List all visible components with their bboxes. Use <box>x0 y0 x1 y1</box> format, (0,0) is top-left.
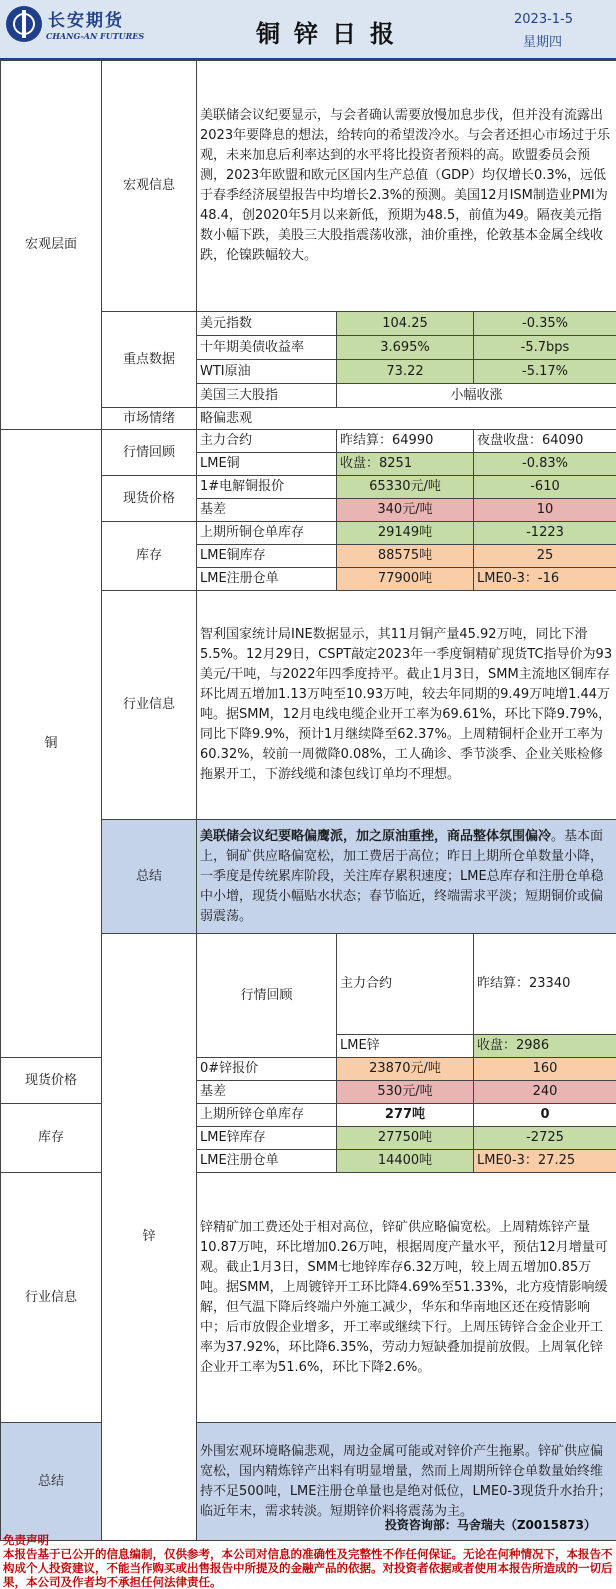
copper-industry-text: 智利国家统计局INE数据显示，其11月铜产量45.92万吨，同比下滑5.5%。12月29日，CSPT敲定2023年一季度铜精矿现货TC指导价为93美元/干吨，与2022年四季度持平。截止1月3日，SMM主流地区铜库存环比周五增加1.13万吨至10.93万吨，较去年同期的9.49万吨增1.44万吨。据SMM，12月电线电缆企业开工率为69.61%，环比下降9.79%，同比下降9.9%，预计1月继续降至62.37%。上周精铜杆企业开工率为60.32%，较前一周微降0.08%，工人确诊、季节淡季、企业关账检修拖累开工，下游线缆和漆包线订单均不理想。 <box>197 591 616 820</box>
brand-name-cn: 长安期货 <box>48 6 124 31</box>
brand-name-en: CHANG-AN FUTURES <box>46 31 144 41</box>
sentiment-value: 略偏悲观 <box>197 408 616 430</box>
company-logo-icon <box>6 6 42 42</box>
copper-spot-name: 1#电解铜报价 <box>197 476 337 499</box>
zinc-industry-text: 锌精矿加工费还处于相对高位，锌矿供应略偏宽松。上周精炼锌产量10.87万吨，环比增加0.26万吨，根据周度产量水平，预估12月增量可观。截止1月3日，SMM七地锌库存6.32万吨，较上周五增加0.85万吨。据SMM，上周镀锌开工环比降4.69%至51.33%，北方疫情影响缓解，但气温下降后终端户外施工减少，华东和华南地区还在疫情影响中；后市放假企业增多，开工率或继续下行。上周压铸锌合金企业开工率为37.92%，环比降6.35%，劳动力短缺叠加提前放假。上周氧化锌企业开工率为51.6%，环比下降2.6%。 <box>197 1173 616 1423</box>
report-table <box>0 60 616 1541</box>
zinc-lme-stock-change: -2725 <box>474 1127 616 1150</box>
section-zinc: 锌 <box>102 934 197 1541</box>
zinc-stock-label: 库存 <box>1 1104 102 1173</box>
copper-review-label: 行情回顾 <box>102 430 197 476</box>
copper-lme-close: 收盘：8251 <box>337 453 474 476</box>
disclaimer <box>3 1533 613 1589</box>
copper-shfe-stock-change: -1223 <box>474 522 616 545</box>
zinc-spot-value: 23870元/吨 <box>337 1058 474 1081</box>
key-data-name: 十年期美债收益率 <box>197 336 337 360</box>
copper-lme-stock-name: LME铜库存 <box>197 545 337 568</box>
copper-stock-label: 库存 <box>102 522 197 591</box>
copper-lme-reg-value: 77900吨 <box>337 568 474 591</box>
copper-spot-change: -610 <box>474 476 616 499</box>
zinc-main-contract: 主力合约 <box>337 934 474 1035</box>
zinc-basis-value: 530元/吨 <box>337 1081 474 1104</box>
copper-lme-spread: LME0-3：-16 <box>474 568 616 591</box>
zinc-lme-stock-value: 27750吨 <box>337 1127 474 1150</box>
report-header <box>0 0 616 60</box>
key-data-value: 3.695% <box>337 336 474 360</box>
copper-summary-label: 总结 <box>102 820 197 934</box>
zinc-lme-close: 收盘：2986 <box>474 1035 616 1058</box>
consultant-credit: 投资咨询部：马舍瑞夫（Z0015873） <box>385 1516 596 1533</box>
copper-summary <box>197 820 616 934</box>
section-copper: 铜 <box>1 430 102 1058</box>
zinc-summary-text: 外围宏观环境略偏悲观，周边金属可能或对锌价产生拖累。锌矿供应偏宽松，国内精炼锌产出料有明显增量，然而上周期所锌仓单数量始终维持不足500吨，LME注册仓单量也是绝对低位，LME0-3现货升水抬升；临近年末，需求转淡。短期锌价料将震荡为主。 <box>197 1423 616 1541</box>
zinc-lme-name: LME锌 <box>337 1035 474 1058</box>
copper-spot-label: 现货价格 <box>102 476 197 522</box>
zinc-spot-change: 160 <box>474 1058 616 1081</box>
key-data-name: 美元指数 <box>197 312 337 336</box>
key-data-name: WTI原油 <box>197 360 337 384</box>
stocks-name: 美国三大股指 <box>197 384 337 408</box>
zinc-basis-change: 240 <box>474 1081 616 1104</box>
key-data-change: -5.17% <box>474 360 616 384</box>
zinc-basis-name: 基差 <box>197 1081 337 1104</box>
copper-basis-change: 10 <box>474 499 616 522</box>
key-data-value: 104.25 <box>337 312 474 336</box>
report-title: 铜锌日报 <box>256 14 408 49</box>
disclaimer-title: 免责声明 <box>3 1533 613 1547</box>
report-date: 2023-1-5 <box>514 12 573 27</box>
copper-lme-stock-value: 88575吨 <box>337 545 474 568</box>
zinc-summary-label: 总结 <box>1 1423 102 1541</box>
macro-info-text: 美联储会议纪要显示，与会者确认需要放慢加息步伐，但并没有流露出2023年要降息的想法，给转向的希望泼冷水。与会者还担心市场过于乐观，未来加息后利率达到的水平将比投资者预料的高。欧盟委员会预测，2023年欧盟和欧元区国内生产总值（GDP）均仅增长0.3%，远低于春季经济展望报告中均增长2.3%的预测。美国12月ISM制造业PMI为48.4，创2020年5月以来新低，预期为48.5，前值为49。隔夜美元指数小幅下跌，美股三大股指震荡收涨，油价重挫，伦敦基本金属全线收跌，伦镍跌幅较大。 <box>197 61 616 312</box>
key-data-change: -5.7bps <box>474 336 616 360</box>
zinc-spot-label: 现货价格 <box>1 1058 102 1104</box>
copper-basis-name: 基差 <box>197 499 337 522</box>
copper-summary-highlight: 美联储会议纪要略偏鹰派，加之原油重挫，商品整体氛围偏冷 <box>200 829 551 844</box>
section-macro: 宏观层面 <box>1 61 102 430</box>
copper-lme-name: LME铜 <box>197 453 337 476</box>
zinc-shfe-stock-value: 277吨 <box>337 1104 474 1127</box>
zinc-settle: 昨结算：23340 <box>474 934 616 1035</box>
zinc-lme-reg-value: 14400吨 <box>337 1150 474 1173</box>
zinc-lme-reg-name: LME注册仓单 <box>197 1150 337 1173</box>
stocks-value: 小幅收涨 <box>337 384 616 408</box>
copper-lme-stock-change: 25 <box>474 545 616 568</box>
copper-night-close: 夜盘收盘：64090 <box>474 430 616 453</box>
key-data-label: 重点数据 <box>102 312 197 408</box>
copper-shfe-stock-name: 上期所铜仓单库存 <box>197 522 337 545</box>
copper-industry-label: 行业信息 <box>102 591 197 820</box>
zinc-industry-label: 行业信息 <box>1 1173 102 1423</box>
copper-spot-value: 65330元/吨 <box>337 476 474 499</box>
disclaimer-text: 本报告基于已公开的信息编制，仅供参考，本公司对信息的准确性及完整性不作任何保证。无论在何种情况下，本报告不构成个人投资建议，不能当作购买或出售报告中所提及的金融产品的依据。对投资者依据或者使用本报告所造成的一切后果，本公司及作者均不承担任何法律责任。 <box>3 1547 613 1589</box>
zinc-review-label: 行情回顾 <box>197 934 337 1058</box>
macro-info-label: 宏观信息 <box>102 61 197 312</box>
zinc-shfe-stock-name: 上期所锌仓单库存 <box>197 1104 337 1127</box>
copper-lme-change: -0.83% <box>474 453 616 476</box>
copper-lme-reg-name: LME注册仓单 <box>197 568 337 591</box>
copper-shfe-stock-value: 29149吨 <box>337 522 474 545</box>
key-data-value: 73.22 <box>337 360 474 384</box>
sentiment-label: 市场情绪 <box>102 408 197 430</box>
zinc-lme-stock-name: LME锌库存 <box>197 1127 337 1150</box>
copper-summary-text: 。基本面上，铜矿供应略偏宽松，加工费居于高位；昨日上期所仓单数量小降，一季度是传统累库阶段，关注库存累积速度；LME总库存和注册仓单稳中小增，现货小幅贴水状态；春节临近，终端需求平淡；短期铜价或偏弱震荡。 <box>200 829 604 924</box>
key-data-change: -0.35% <box>474 312 616 336</box>
zinc-lme-spread: LME0-3：27.25 <box>474 1150 616 1173</box>
copper-basis-value: 340元/吨 <box>337 499 474 522</box>
zinc-shfe-stock-change: 0 <box>474 1104 616 1127</box>
copper-main-contract: 主力合约 <box>197 430 337 453</box>
zinc-spot-name: 0#锌报价 <box>197 1058 337 1081</box>
copper-settle: 昨结算：64990 <box>337 430 474 453</box>
report-weekday: 星期四 <box>523 31 562 50</box>
